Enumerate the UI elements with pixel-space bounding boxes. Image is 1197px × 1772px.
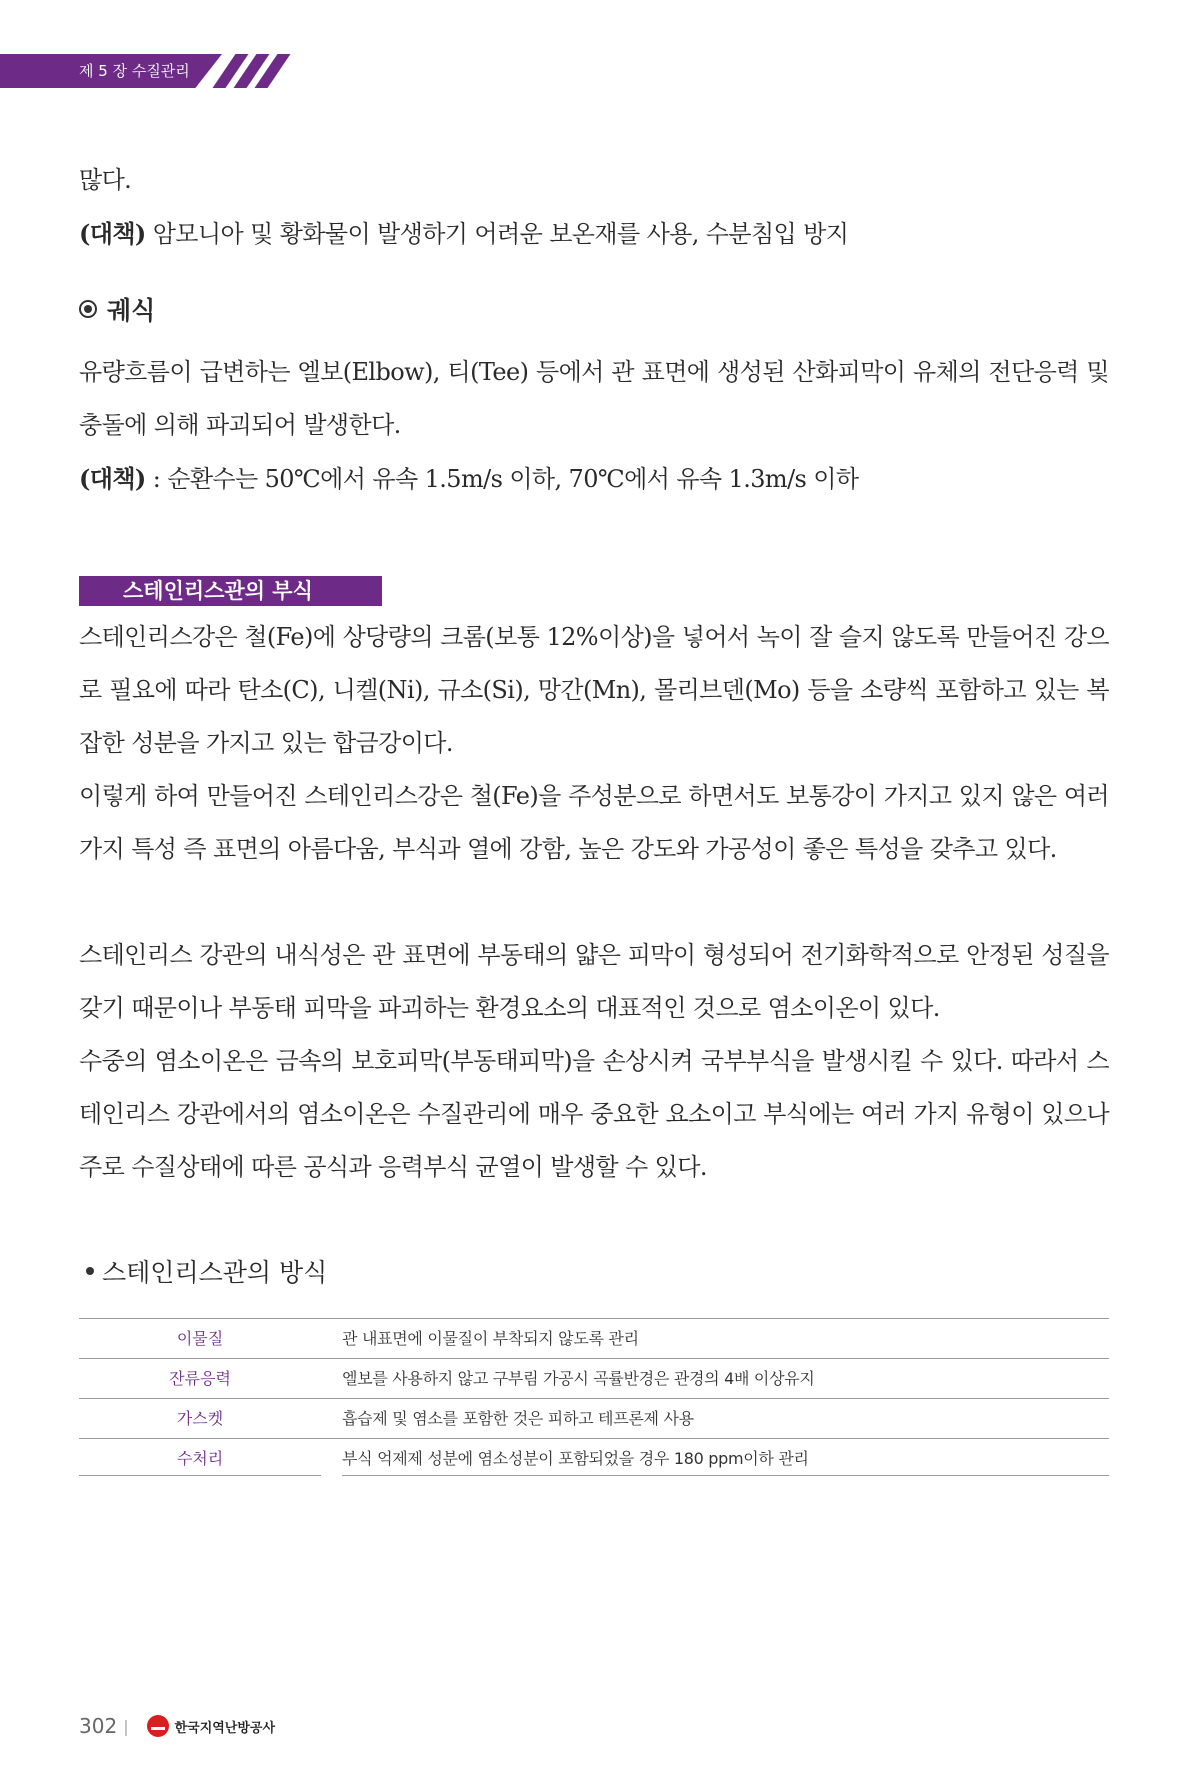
stainless-paragraph-1: 스테인리스강은 철(Fe)에 상당량의 크롬(보통 12%이상)을 넣어서 녹이 잘 슬지 않도록 만들어진 강으로 필요에 따라 탄소(C), 니켈(Ni), 규소(Si), 망간(Mn), 몰리브덴(Mo) 등을 소량씩 포함하고 있는 복잡한 성분을 가지고 있는 합금강이다. bbox=[79, 623, 1109, 757]
chapter-title: 제 5 장 수질관리 bbox=[79, 62, 190, 80]
prevention-table bbox=[79, 1318, 1109, 1478]
prevention-heading bbox=[86, 1253, 327, 1289]
table-row bbox=[79, 1359, 1109, 1399]
row-value: 흡습제 및 염소를 포함한 것은 피하고 테프론제 사용 bbox=[342, 1409, 694, 1428]
chapter-header bbox=[0, 54, 300, 88]
row-label: 잔류응력 bbox=[169, 1369, 231, 1388]
footer-separator: | bbox=[123, 1716, 129, 1736]
row-label: 가스켓 bbox=[176, 1409, 224, 1428]
company-logo-icon bbox=[147, 1715, 169, 1737]
section-title-band: 스테인리스관의 부식 bbox=[79, 576, 382, 606]
row-label: 이물질 bbox=[176, 1329, 224, 1348]
measure-label: (대책) bbox=[79, 464, 146, 493]
measure-label: (대책) bbox=[79, 219, 146, 248]
stainless-paragraph-4: 수중의 염소이온은 금속의 보호피막(부동태피막)을 손상시켜 국부부식을 발생시킬 수 있다. 따라서 스테인리스 강관에서의 염소이온은 수질관리에 매우 중요한 요소이고 부식에는 여러 가지 유형이 있으나 주로 수질상태에 따른 공식과 응력부식 균열이 발생할 수 있다. bbox=[79, 1047, 1109, 1181]
prevention-title: 스테인리스관의 방식 bbox=[102, 1258, 328, 1287]
erosion-measure bbox=[79, 452, 1109, 506]
page-number: 302 bbox=[79, 1714, 118, 1738]
row-value: 관 내표면에 이물질이 부착되지 않도록 관리 bbox=[342, 1329, 639, 1348]
table-row bbox=[79, 1319, 1109, 1359]
page-footer bbox=[79, 1714, 275, 1738]
erosion-title: 궤식 bbox=[107, 296, 156, 325]
radio-bullet-icon bbox=[79, 300, 97, 318]
row-value: 부식 억제제 성분에 염소성분이 포함되었을 경우 180 ppm이하 관리 bbox=[342, 1449, 809, 1468]
intro-line: 많다. bbox=[79, 166, 132, 194]
bullet-icon bbox=[86, 1267, 94, 1275]
intro-measure bbox=[79, 207, 1109, 261]
stainless-paragraph-3: 스테인리스 강관의 내식성은 관 표면에 부동태의 얇은 피막이 형성되어 전기화학적으로 안정된 성질을 갖기 때문이나 부동태 피막을 파괴하는 환경요소의 대표적인 것으로 염소이온이 있다. bbox=[79, 941, 1109, 1022]
table-divider bbox=[79, 1475, 321, 1476]
measure-text: : 순환수는 50℃에서 유속 1.5m/s 이하, 70℃에서 유속 1.3m/s 이하 bbox=[145, 465, 859, 493]
table-row bbox=[79, 1439, 1109, 1478]
row-label: 수처리 bbox=[176, 1449, 224, 1468]
stainless-paragraph-2: 이렇게 하여 만들어진 스테인리스강은 철(Fe)을 주성분으로 하면서도 보통강이 가지고 있지 않은 여러 가지 특성 즉 표면의 아름다움, 부식과 열에 강함, 높은 강도와 가공성이 좋은 특성을 갖추고 있다. bbox=[79, 782, 1109, 863]
row-value: 엘보를 사용하지 않고 구부림 가공시 곡률반경은 관경의 4배 이상유지 bbox=[342, 1369, 815, 1388]
erosion-heading bbox=[79, 291, 155, 327]
measure-text: 암모니아 및 황화물이 발생하기 어려운 보온재를 사용, 수분침입 방지 bbox=[145, 220, 849, 248]
erosion-body: 유량흐름이 급변하는 엘보(Elbow), 티(Tee) 등에서 관 표면에 생성된 산화피막이 유체의 전단응력 및 충돌에 의해 파괴되어 발생한다. bbox=[79, 358, 1109, 439]
table-divider bbox=[342, 1475, 1109, 1476]
table-row bbox=[79, 1399, 1109, 1439]
organization-name: 한국지역난방공사 bbox=[174, 1720, 276, 1736]
